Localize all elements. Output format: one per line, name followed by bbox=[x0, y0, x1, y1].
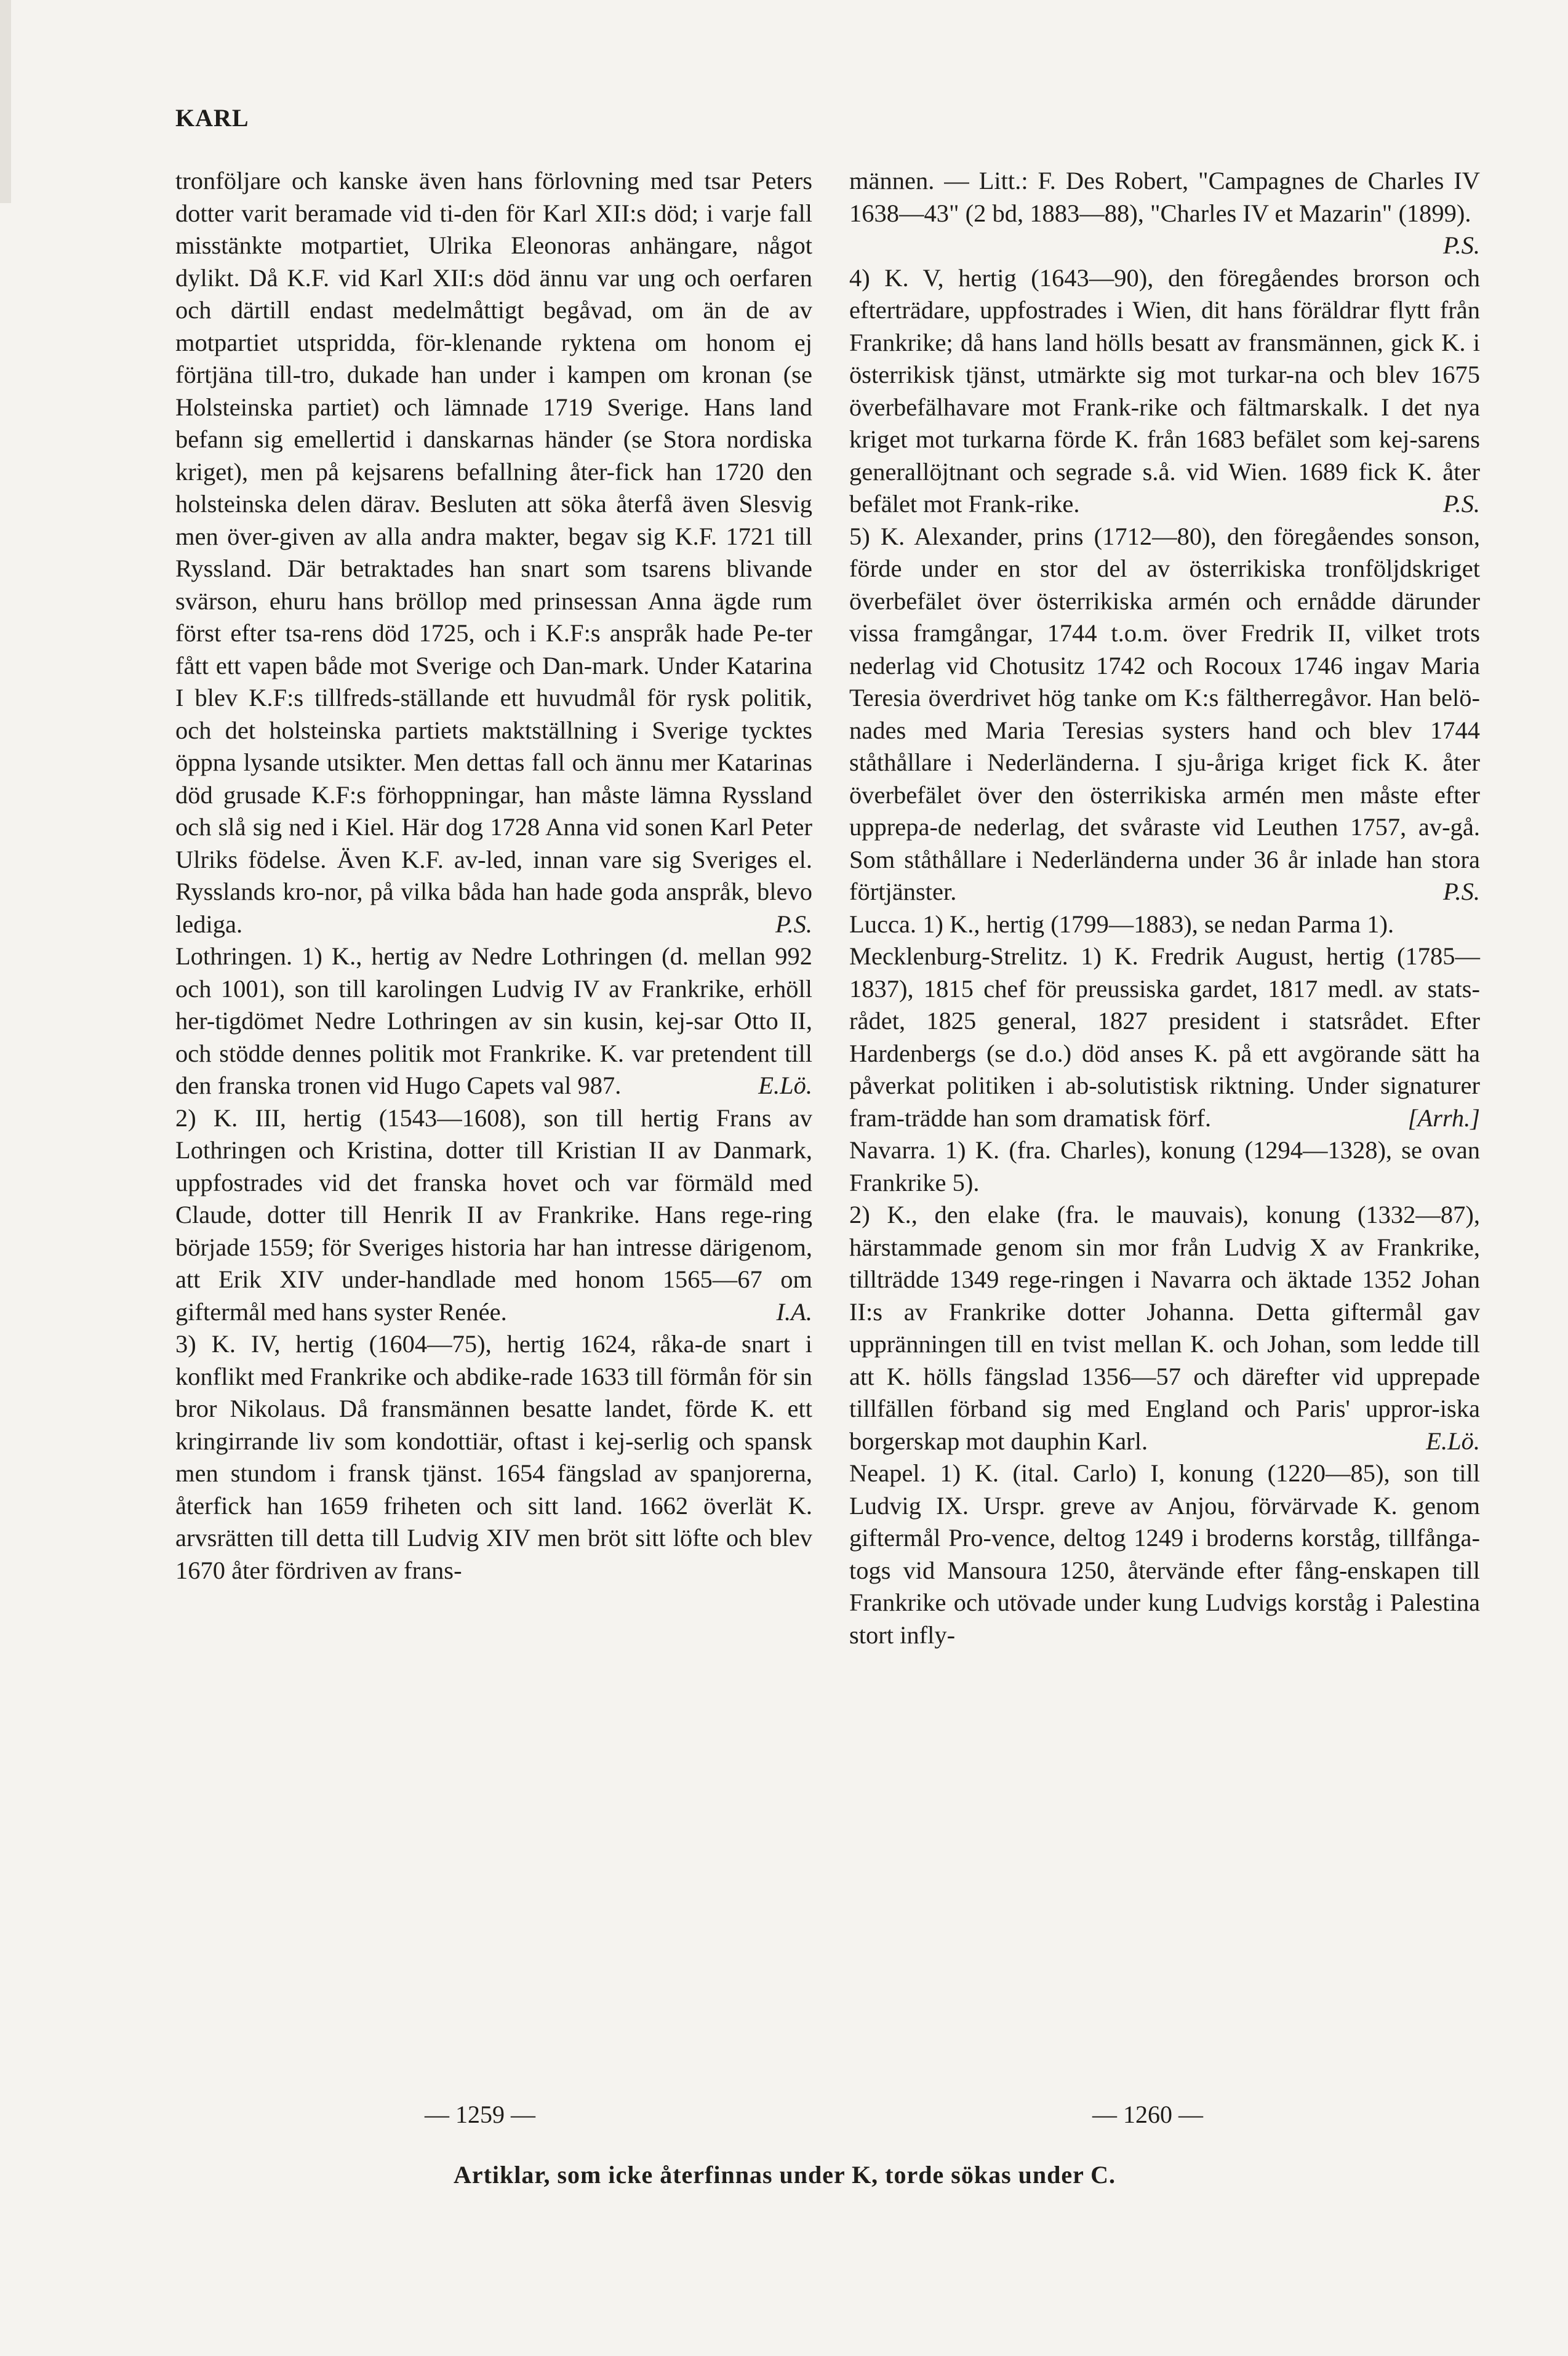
entry-paragraph bbox=[849, 1457, 1480, 1651]
running-header: KARL bbox=[175, 104, 249, 132]
footer-note: Artiklar, som icke återfinnas under K, torde sökas under C. bbox=[453, 2161, 1116, 2189]
entry-paragraph bbox=[175, 1102, 812, 1329]
entry-text: Navarra. 1) K. (fra. Charles), konung (1294—1328), se ovan Frankrike 5). bbox=[849, 1136, 1480, 1196]
entry-paragraph bbox=[175, 940, 812, 1102]
entry-paragraph bbox=[849, 521, 1480, 908]
page-number-left: — 1259 — bbox=[425, 2101, 535, 2128]
entry-text: tronföljare och kanske även hans förlovning med tsar Peters dotter varit beramade vid ti-den för Karl XII:s död; i varje fall misstänkte motpartiet, Ulrika Eleonoras anhängare, något dylikt. Då K.F. vid Karl XII:s död ännu var ung och oerfaren och därtill endast medelmåttigt begåvad, om än de av motpartiet utspridda, för-klenande ryktena om honom ej förtjäna till-tro, dukade han under i kampen om kronan (se Holsteinska partiet) och lämnade 1719 Sverige. Hans land befann sig emellertid i danskarnas händer (se Stora nordiska kriget), men på kejsarens befallning åter-fick han 1720 den holsteinska delen därav. Besluten att söka återfå även Slesvig men över-given av alla andra makter, begav sig K.F. 1721 till Ryssland. Där betraktades han snart som tsarens blivande svärson, ehuru hans bröllop med prinsessan Anna ägde rum först efter tsa-rens död 1725, och i K.F:s anspråk hade Pe-ter fått ett vapen både mot Sverige och Dan-mark. Under Katarina I blev K.F:s tillfreds-ställande ett huvudmål för rysk politik, och det holsteinska partiets maktställning i Sverige tycktes öppna lysande utsikter. Men dettas fall och ännu mer Katarinas död grusade K.F:s förhoppningar, han måste lämna Ryssland och slå sig ned i Kiel. Här dog 1728 Anna vid sonen Karl Peter Ulriks födelse. Även K.F. av-led, innan vare sig Sveriges el. Rysslands kro-nor, på vilka båda han hade goda anspråk, blevo lediga. bbox=[175, 167, 812, 938]
entry-text: 5) K. Alexander, prins (1712—80), den föregåendes sonson, förde under en stor del av österrikiska tronföljdskriget överbefälet över österrikiska armén och ernådde därunder vissa framgångar, 1744 t.o.m. över Fredrik II, vilket trots nederlag vid Chotusitz 1742 och Rocoux 1746 ingav Maria Teresia överdrivet hög tanke om K:s fältherregåvor. Han belö-nades med Maria Teresias systers hand och blev 1744 ståthållare i Nederländerna. I sju-åriga kriget fick K. åter överbefälet över den österrikiska armén men måste efter upprepa-de nederlag, det svåraste vid Leuthen 1757, av-gå. Som ståthållare i Nederländerna under 36 år inlade han stora förtjänster. bbox=[849, 522, 1480, 905]
author-signature: P.S. bbox=[775, 910, 812, 938]
page-number-right: — 1260 — bbox=[1092, 2101, 1203, 2128]
right-column bbox=[849, 165, 1480, 1651]
entry-text: Lothringen. 1) K., hertig av Nedre Lothringen (d. mellan 992 och 1001), son till karolingen Ludvig IV av Frankrike, erhöll her-tigdömet Nedre Lothringen av sin kusin, kej-sar Otto II, och stödde dennes politik mot Frankrike. K. var pretendent till den franska tronen vid Hugo Capets val 987. bbox=[175, 942, 812, 1099]
entry-text: Neapel. 1) K. (ital. Carlo) I, konung (1220—85), son till Ludvig IX. Urspr. greve av Anjou, förvärvade K. genom giftermål Pro-vence, deltog 1249 i broderns korståg, tillfånga-togs vid Mansoura 1250, återvände efter fång-enskapen till Frankrike och utövade under kung Ludvigs korståg i Palestina stort infly- bbox=[849, 1459, 1480, 1649]
author-signature: E.Lö. bbox=[1426, 1427, 1480, 1455]
entry-text: männen. — Litt.: F. Des Robert, "Campagnes de Charles IV 1638—43" (2 bd, 1883—88), "Charles IV et Mazarin" (1899). bbox=[849, 167, 1480, 227]
author-signature: E.Lö. bbox=[758, 1072, 812, 1099]
author-signature: P.S. bbox=[1442, 878, 1480, 905]
entry-paragraph bbox=[849, 262, 1480, 521]
page-edge-shadow bbox=[0, 0, 11, 203]
author-signature: P.S. bbox=[1442, 490, 1480, 518]
entry-paragraph bbox=[849, 1199, 1480, 1457]
entry-text: 2) K. III, hertig (1543—1608), son till hertig Frans av Lothringen och Kristina, dotter till Kristian II av Danmark, uppfostrades vid det franska hovet och var förmäld med Claude, dotter till Henrik II av Frankrike. Hans rege-ring började 1559; för Sveriges historia har han intresse därigenom, att Erik XIV under-handlade med honom 1565—67 om giftermål med hans syster Renée. bbox=[175, 1104, 812, 1326]
entry-paragraph bbox=[849, 1134, 1480, 1199]
entry-paragraph bbox=[849, 165, 1480, 259]
author-signature: [Arrh.] bbox=[1407, 1104, 1480, 1132]
entry-text: 3) K. IV, hertig (1604—75), hertig 1624, råka-de snart i konflikt med Frankrike och abdike-rade 1633 till förmån för sin bror Nikolaus. Då fransmännen besatte landet, förde K. ett kringirrande liv som kondottiär, oftast i kej-serlig och spansk men stundom i fransk tjänst. 1654 fängslad av spanjorerna, återfick han 1659 friheten och sitt land. 1662 överlät K. arvsrätten till detta till Ludvig XIV men bröt sitt löfte och blev 1670 åter fördriven av frans- bbox=[175, 1330, 812, 1584]
entry-text: Mecklenburg-Strelitz. 1) K. Fredrik August, hertig (1785—1837), 1815 chef för preussiska gardet, 1817 medl. av stats-rådet, 1825 general, 1827 president i statsrådet. Efter Hardenbergs (se d.o.) död anses K. på ett avgörande sätt ha påverkat politiken i ab-solutistisk riktning. Under signaturer fram-trädde han som dramatisk förf. bbox=[849, 942, 1480, 1132]
entry-paragraph bbox=[849, 908, 1480, 941]
left-column bbox=[175, 165, 812, 1587]
author-signature: P.S. bbox=[1442, 231, 1480, 259]
entry-paragraph bbox=[849, 940, 1480, 1134]
entry-text: Lucca. 1) K., hertig (1799—1883), se nedan Parma 1). bbox=[849, 910, 1394, 938]
entry-text: 2) K., den elake (fra. le mauvais), konung (1332—87), härstammade genom sin mor från Ludvig X av Frankrike, tillträdde 1349 rege-ringen i Navarra och äktade 1352 Johan II:s av Frankrike dotter Johanna. Detta giftermål gav uppränningen till en tvist mellan K. och Johan, som ledde till att K. hölls fängslad 1356—57 och därefter vid upprepade tillfällen förband sig med England och Paris' uppror-iska borgerskap mot dauphin Karl. bbox=[849, 1201, 1480, 1455]
entry-paragraph bbox=[175, 1328, 812, 1587]
entry-text: 4) K. V, hertig (1643—90), den föregåendes brorson och efterträdare, uppfostrades i Wien, dit hans föräldrar flytt från Frankrike; då hans land hölls besatt av fransmännen, gick K. i österrikisk tjänst, utmärkte sig mot turkar-na och blev 1675 överbefälhavare mot Frank-rike och fältmarskalk. I det nya kriget mot turkarna förde K. från 1683 befälet som kej-sarens generallöjtnant och segrade s.å. vid Wien. 1689 fick K. åter befälet mot Frank-rike. bbox=[849, 263, 1480, 518]
author-signature: I.A. bbox=[776, 1297, 812, 1326]
entry-paragraph bbox=[175, 165, 812, 940]
